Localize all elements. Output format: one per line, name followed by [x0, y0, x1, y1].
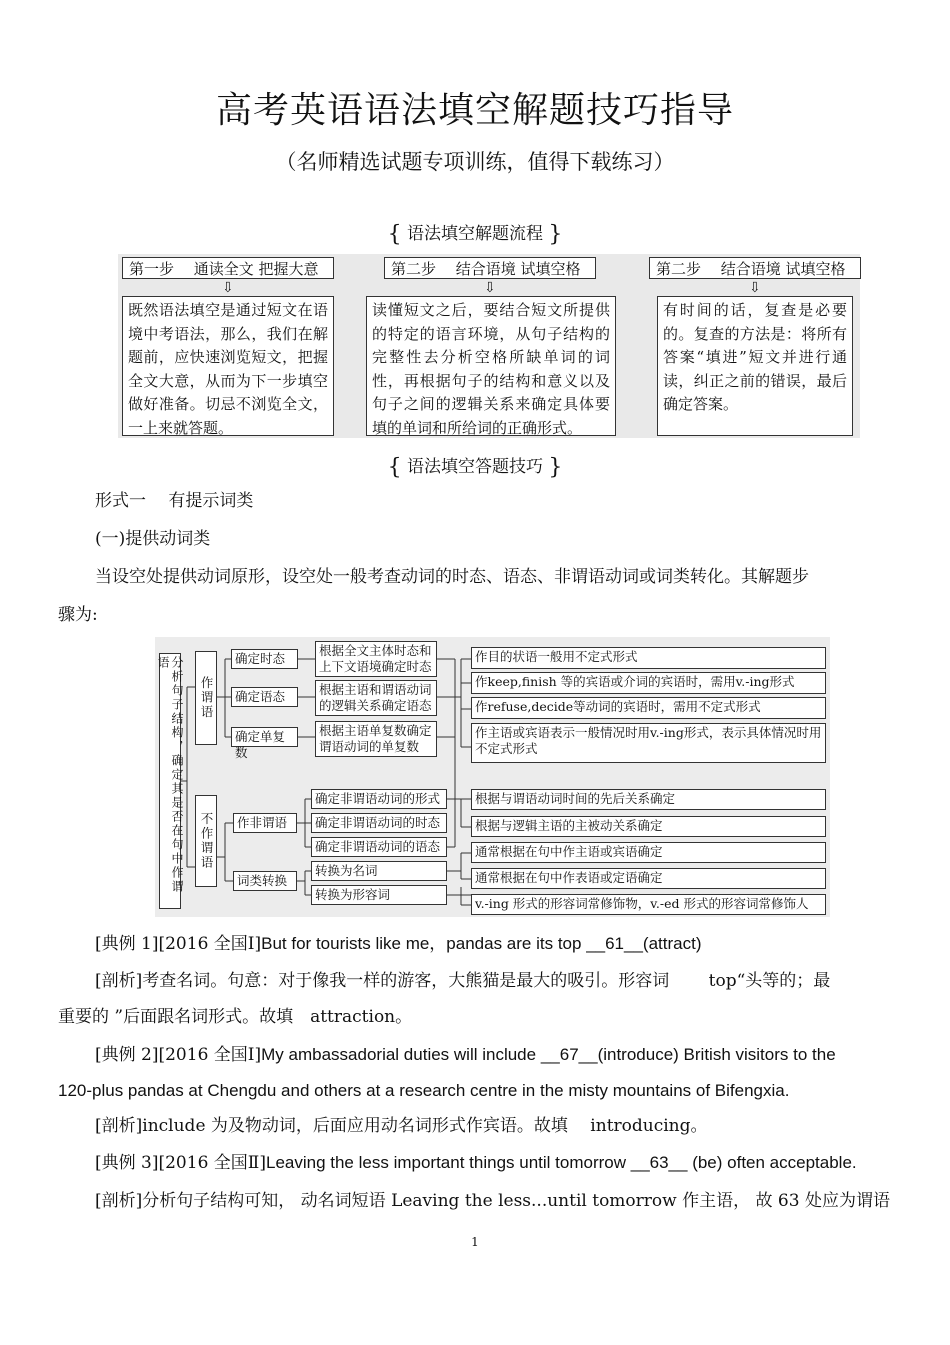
- sub1-heading: (一)提供动词类: [95, 529, 211, 549]
- pred-item: 确定语态: [231, 687, 298, 707]
- example2-line2: 120-plus pandas at Chengdu and others at a research centre in the misty mountains of Bifengxia.: [58, 1081, 790, 1100]
- nonpred-item: 词类转换: [233, 871, 297, 891]
- step1-header: 第一步 通读全文 把握大意: [122, 257, 334, 279]
- diagram-nonpred: 不作谓语: [195, 795, 217, 887]
- step2-description: 读懂短文之后，要结合短文所提供的特定的语言环境，从句子结构的完整性去分析空格所缺单词的词性，再根据句子的结构和意义以及句子之间的逻辑关系来确定具体要填的单词和所给词的正确形式。: [366, 296, 616, 436]
- step1-description: 既然语法填空是通过短文在语境中考语法，那么，我们在解题前，应快速浏览短文，把握全文大意，从而为下一步填空做好准备。切忌不浏览全文，一上来就答题。: [122, 296, 334, 436]
- right-rule: 作refuse,decide等动词的宾语时，需用不定式形式: [471, 697, 826, 719]
- right-rule: 作主语或宾语表示一般情况时用v.-ing形式，表示具体情况时用不定式形式: [471, 723, 826, 763]
- section-heading-process: { 语法填空解题流程 }: [387, 222, 563, 247]
- right-rule: 作keep,finish 等的宾语或介词的宾语时，需用v.-ing形式: [471, 672, 826, 694]
- step3-arrow-icon: ⇩: [749, 280, 761, 296]
- intro-line2: 骤为:: [58, 605, 98, 625]
- diagram-pred: 作谓语: [195, 651, 217, 745]
- analysis2: [剖析]include 为及物动词，后面应用动名词形式作宾语。故填 introducing。: [95, 1116, 708, 1136]
- right-rule: 根据与谓语动词时间的先后关系确定: [471, 789, 826, 810]
- right-rule: 作目的状语一般用不定式形式: [471, 647, 826, 669]
- step2-arrow-icon: ⇩: [484, 280, 496, 296]
- page-number: 1: [471, 1235, 479, 1249]
- step1-arrow-icon: ⇩: [222, 280, 234, 296]
- right-rule: 根据与逻辑主语的主被动关系确定: [471, 816, 826, 837]
- pred-detail: 根据主语和谓语动词的逻辑关系确定语态: [315, 680, 437, 716]
- form1-heading: 形式一 有提示词类: [95, 491, 254, 511]
- analysis3: [剖析]分析句子结构可知， 动名词短语 Leaving the less...until tomorrow 作主语， 故 63 处应为谓语: [95, 1191, 890, 1211]
- nonpred-detail: 确定非谓语动词的时态: [311, 813, 447, 833]
- nonpred-detail: 转换为形容词: [311, 885, 447, 905]
- step3-description: 有时间的话，复查是必要的。复查的方法是：将所有答案“填进”短文并进行通读，纠正之前的错误，最后确定答案。: [657, 296, 853, 436]
- right-rule: 通常根据在句中作表语或定语确定: [471, 868, 826, 889]
- pred-detail: 根据主语单复数确定谓语动词的单复数: [315, 721, 437, 757]
- page-title: 高考英语语法填空解题技巧指导: [215, 90, 734, 131]
- step3-header: 第二步 结合语境 试填空格: [649, 257, 861, 279]
- example2: [典例 2][2016 全国Ⅰ]My ambassadorial duties will include __67__(introduce) British visitors to the: [95, 1045, 836, 1065]
- nonpred-detail: 确定非谓语动词的形式: [311, 789, 447, 809]
- nonpred-detail: 确定非谓语动词的语态: [311, 837, 447, 857]
- diagram-root: 分析句子结构，确定其是否在句中作谓语: [159, 653, 181, 909]
- nonpred-item: 作非谓语: [233, 813, 297, 833]
- page-subtitle: （名师精选试题专项训练，值得下载练习）: [275, 150, 675, 174]
- analysis1-line1: [剖析]考查名词。句意：对于像我一样的游客，大熊猫是最大的吸引。形容词 top“头等的；最: [95, 971, 831, 991]
- example3: [典例 3][2016 全国Ⅱ]Leaving the less important things until tomorrow __63__ (be) often acceptable.: [95, 1153, 857, 1173]
- intro-line1: 当设空处提供动词原形，设空处一般考查动词的时态、语态、非谓语动词或词类转化。其解题步: [95, 567, 809, 587]
- step2-header: 第二步 结合语境 试填空格: [384, 257, 596, 279]
- analysis1-line2: 重要的 ”后面跟名词形式。故填 attraction。: [58, 1007, 413, 1027]
- verb-analysis-diagram: [155, 637, 830, 917]
- right-rule: 通常根据在句中作主语或宾语确定: [471, 842, 826, 863]
- example1: [典例 1][2016 全国Ⅰ]But for tourists like me，pandas are its top __61__(attract): [95, 934, 702, 954]
- right-rule: v.-ing 形式的形容词常修饰物，v.-ed 形式的形容词常修饰人: [471, 894, 826, 915]
- section-heading-skills: { 语法填空答题技巧 }: [387, 455, 563, 480]
- pred-item: 确定时态: [231, 649, 298, 669]
- nonpred-detail: 转换为名词: [311, 861, 447, 881]
- pred-detail: 根据全文主体时态和上下文语境确定时态: [315, 641, 437, 677]
- pred-item: 确定单复数: [231, 727, 298, 747]
